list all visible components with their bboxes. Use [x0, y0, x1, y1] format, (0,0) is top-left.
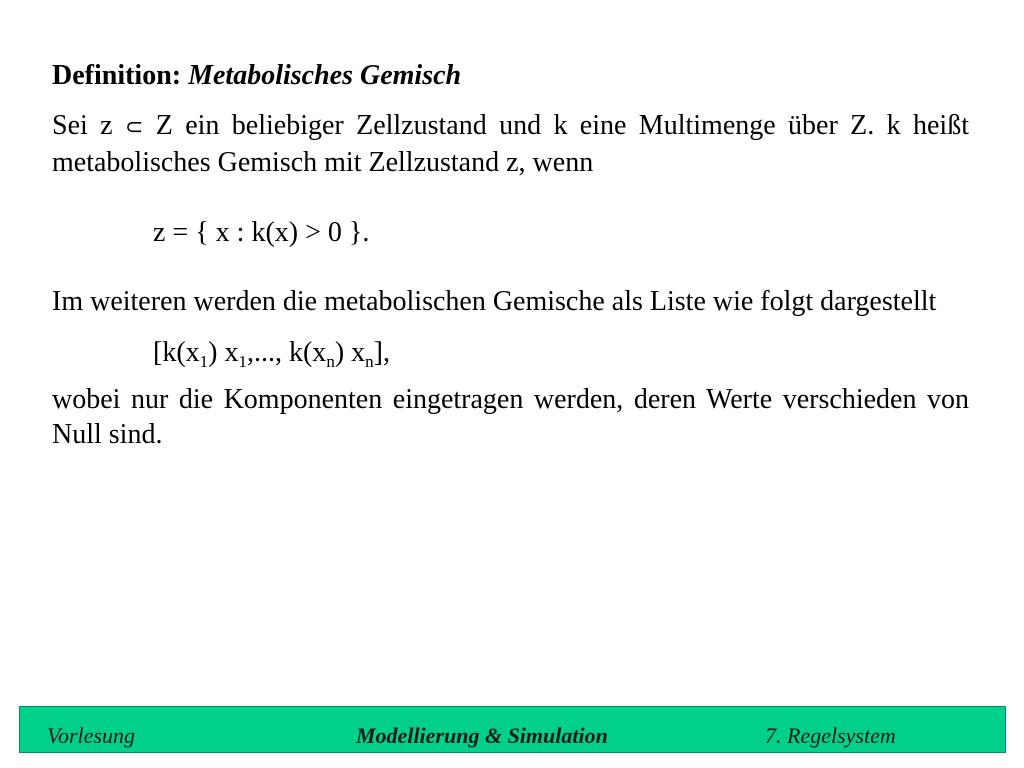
para1-part1: Sei z: [52, 110, 125, 141]
para1-part2: Z ein beliebiger Zellzustand und k eine Multimenge über Z. k heißt metabolisches Gemisch mit Zellzustand z, wenn: [52, 110, 969, 178]
definition-paragraph: [52, 108, 969, 180]
formula-list: [52, 335, 969, 370]
slide-content: [52, 58, 969, 452]
formula-z-set: z = { x : k(x) > 0 }.: [153, 217, 370, 248]
subscript-nb: n: [365, 352, 374, 371]
footer-chapter-label: 7. Regelsystem: [765, 723, 896, 748]
formula-list-mid3: ) x: [334, 337, 366, 368]
definition-name: Metabolisches Gemisch: [188, 60, 462, 91]
subset-symbol: ⊂: [124, 115, 144, 140]
subscript-1b: 1: [238, 352, 247, 371]
components-paragraph: wobei nur die Komponenten eingetragen werden, deren Werte verschieden von Null sind.: [52, 384, 969, 450]
definition-label: Definition:: [52, 60, 182, 91]
footer-course-title: Modellierung & Simulation: [356, 723, 608, 748]
formula-list-close: ],: [373, 337, 390, 368]
footer-bar: [19, 706, 1006, 753]
subscript-1a: 1: [199, 352, 209, 371]
list-intro-paragraph: Im weiteren werden die metabolischen Gemische als Liste wie folgt dargestellt: [52, 286, 937, 317]
subscript-na: n: [326, 352, 335, 371]
definition-title: [52, 58, 969, 93]
footer-lecture-label: Vorlesung: [47, 723, 135, 748]
formula-list-open: [k(x: [153, 337, 200, 368]
formula-list-mid2: ,..., k(x: [246, 337, 327, 368]
formula-list-mid1: ) x: [208, 337, 239, 368]
